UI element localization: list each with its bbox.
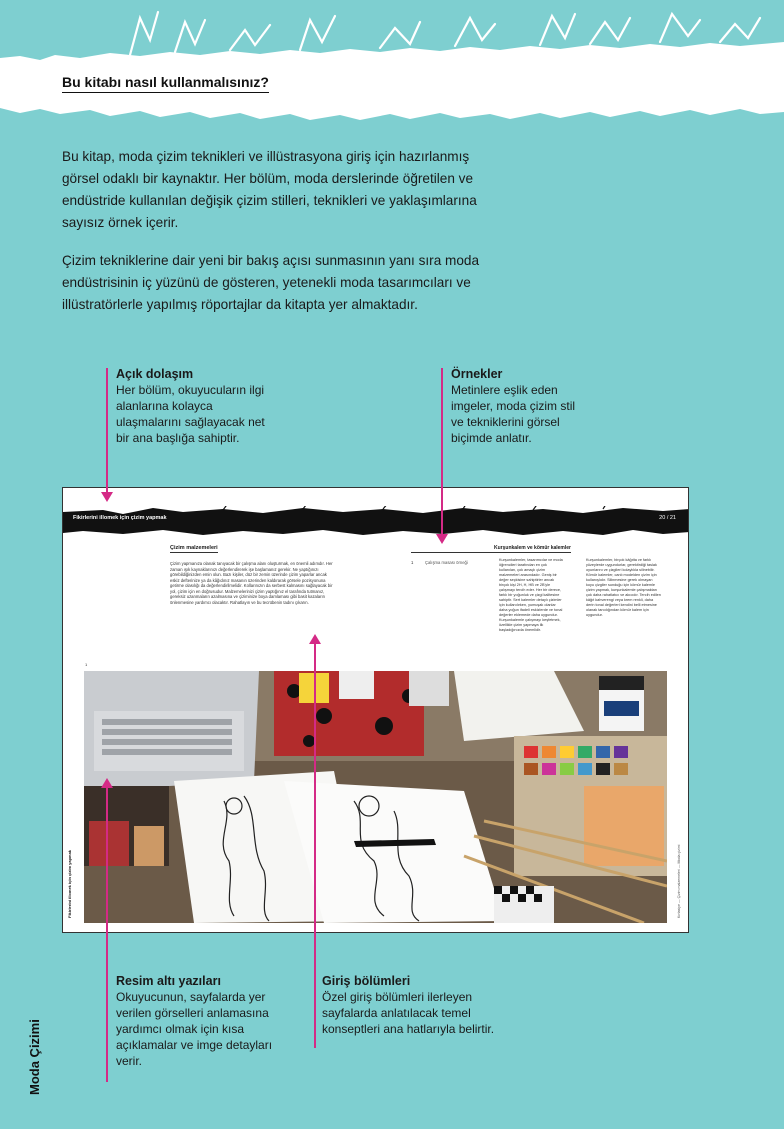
spread-left-body: Çizim yapmanıza olanak tanıyacak bir çalışma alanı oluşturmak, en önemli adımdır. Her zaman ışık kaynaklarınızı değerlendirerek işe başlamanız gerekir. Ne yaptığınızı görebildiğinizden emin olun. Bazı kişiler, düz bir zemin üzerinde çizim yaparlar ancak eskiz defterinize ya da kâğıdınız masanın üzerinden kaldırarak görsele pozisyonuna getirme olasılığı da değerlendirilmelidir. Kollarınızın da serbest kalmasını sağlayacak bir yol, çizim için en doğrusudur. Malzemelerinizi çizim yaptığınız el tarafında tutmanız, gereksiz uzanmaların azalmasına ve çiziminize boya damlaması gibi basit kazaların önlenmesine yardımcı olacaktır. Rahatlayın ve bu tecrübenin tadını çıkarın. [170,561,333,605]
callout-captions-text: Okuyucunun, sayfalarda yer verilen görselleri anlamasına yardımcı olmak için kısa açıklamalar ve imge detayları verir. [116,990,273,1068]
intro-paragraph-2: Çizim tekniklerine dair yeni bir bakış açısı sunmasının yanı sıra moda endüstrisinin iç yüzünü de gösteren, yetenekli moda tasarımcıları ve illüstratörlerle yapılmış röportajlar da kitapta yer almaktadır. [62,253,480,312]
spread-right-heading: Kurşunkalem ve kömür kalemler [411,545,571,553]
arrowhead-up-icon [101,778,113,788]
pointer-line-captions [106,786,108,1082]
callout-examples-title: Örnekler [451,367,503,381]
callout-examples [451,366,591,446]
spread-step-number: 1 [411,560,414,565]
spread-step-caption: Çalışma masası örneği [425,560,468,565]
callout-captions [116,973,281,1069]
callout-navigation [116,366,266,446]
spread-chapter-label: Fikirlerini illomek için çizim yapmak [73,515,167,521]
spread-text-column-1: Kurşunkalemler, tasarımcılar ve moda öğrencileri tarafından en çok kullanılan, çok amaçlı çizim malzemeleri arasındadır. Geniş bir değer seçkisine sahiptirler ancak birçok kişi 2H, H, HB ve 2B'yle çalışmayı tercih eder. Her bir derece, farklı bir yoğunluk ve çizgi kalitesine sahiptir. Sert kalemler detaylı çizimler için kullanılırken, yumuşak olanlar daha yoğun ifadeli eskizlerde ve tonal değerler eklemede daha uygundur. Kurşunkalemle çalışmayı keşfetmek, özellikle çizim yapmaya ilk başladığınızda önemlidir. [499,558,563,632]
torn-paper-header [0,0,784,140]
book-title-vertical: Moda Çizimi [27,1019,42,1095]
arrowhead-down-icon [101,492,113,502]
spread-text-column-2: Kurşunkalemler, birçok kâğıtta ve farklı yüzeylerde uygundurlar, gerektirdiği taslak oyunlarını ve çizgileri kolaylıkla silinebilir. Kömür kalemler, canlı modelden çizim için kullanışlıdır. Silinmesine gerek olmayan koyu çizgiler sunduğu için kömür kalemle çizim yapmak, kurşunkalemle çalışmaktan çok daha rahatlatıcı ve akıcıdır. Tercih edilen kâğıt kahverengi veya krem renkli, daha derin tonal değerleri kendini belli etmesine olanak tanıdığından kömür kalem için uygundur. [586,558,661,617]
callout-introductions-text: Özel giriş bölümleri ilerleyen sayfalarda anlatılacak temel konseptleri ana hatlarıyla belirtir. [322,990,495,1036]
callout-examples-text: Metinlere eşlik eden imgeler, moda çizim stil ve tekniklerini görsel biçimde anlatır. [451,383,576,445]
callout-navigation-text: Her bölüm, okuyucuların ilgi alanlarına kolayca ulaşmalarını sağlayacak net bir ana başlığa sahiptir. [116,383,265,445]
page-heading: Bu kitabı nasıl kullanmalısınız? [62,74,269,93]
pointer-line-introductions [314,642,316,1048]
arrowhead-up-icon [309,634,321,644]
spread-photo-number: 1 [85,662,88,667]
spread-page-numbers: 20 / 21 [659,515,676,521]
intro-paragraph-1: Bu kitap, moda çizim teknikleri ve illüstrasyona giriş için hazırlanmış görsel odaklı bir kaynaktır. Her bölüm, moda derslerinde öğretilen ve endüstride kullanılan değişik çizim stilleri, teknikleri ve yaklaşımlarına sayısız örnek içerir. [62,149,477,230]
callout-captions-title: Resim altı yazıları [116,974,221,988]
callout-navigation-title: Açık dolaşım [116,367,194,381]
spread-side-label-right: Kırtasiye — Çizim malzemeleri — Moda çizimi [677,844,681,918]
brush-stroke-band [63,506,689,536]
spread-side-label-left: Fikirlerini illomek için çizim yapmak [67,849,72,918]
desk-supplies-photo [84,671,667,923]
spread-left-heading: Çizim malzemeleri [170,545,218,551]
pointer-line-examples [441,368,443,538]
callout-introductions-title: Giriş bölümleri [322,974,411,988]
callout-introductions [322,973,497,1037]
pointer-line-navigation [106,368,108,496]
arrowhead-down-icon [436,534,448,544]
sample-book-spread [62,487,689,933]
